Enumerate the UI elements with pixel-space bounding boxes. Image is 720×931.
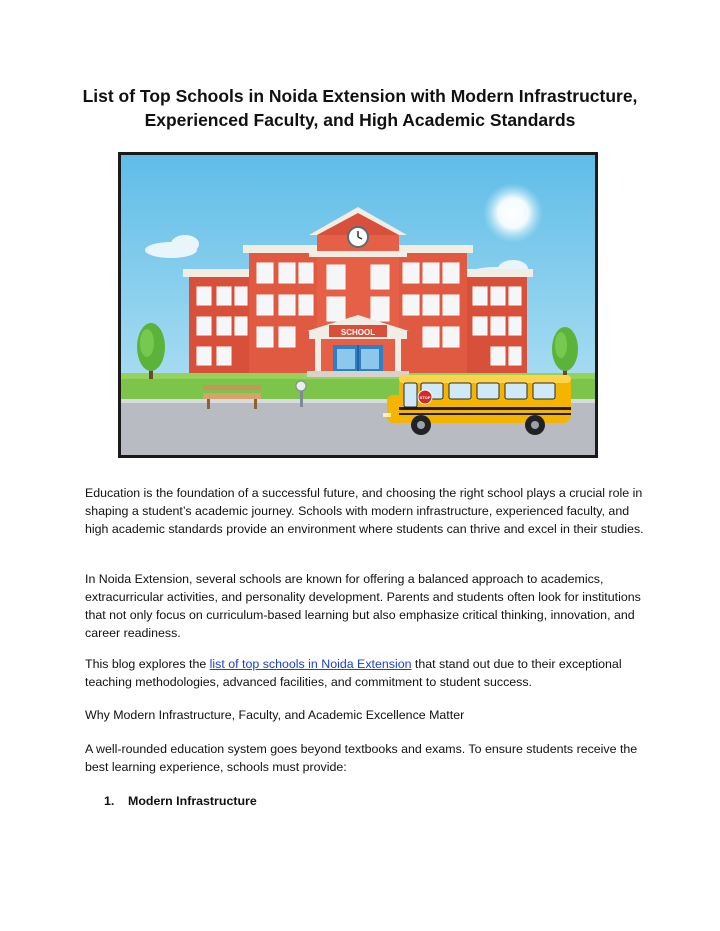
school-sign: SCHOOL [340,328,376,337]
sun [483,183,543,243]
p3-after: that stand out due to their exceptional teaching methodologies, advanced facilities, and commitment to student success. [85,657,622,689]
bus-stop-sign: STOP [419,395,431,400]
paragraph-noida-extension: In Noida Extension, several schools are known for offering a balanced approach to academics, extracurricular activities, and personality development. Parents and students often look for institutions that not only focus on curriculum-based learning but also emphasize critical thinking, innovation, and career readiness. [85,572,641,640]
schools-list-link[interactable]: list of top schools in Noida Extension [209,657,412,671]
list-item [104,792,257,810]
paragraph-intro: Education is the foundation of a successful future, and choosing the right school plays a crucial role in shaping a student’s academic journey. Schools with modern infrastructure, experienced faculty, and high academic standards provide an environment where students can thrive and excel in their studies. [85,486,644,536]
page-title [60,84,660,132]
title-line-1: List of Top Schools in Noida Extension with Modern Infrastructure, [82,86,638,106]
list-item-number: 1. [104,794,115,808]
p3-before: This blog explores the [85,657,210,671]
paragraph-well-rounded: A well-rounded education system goes beyond textbooks and exams. To ensure students receive the best learning experience, schools must provide: [85,742,638,774]
school-illustration [118,152,598,458]
paragraph-blog-explores [85,655,645,691]
section-heading-why: Why Modern Infrastructure, Faculty, and Academic Excellence Matter [85,708,465,722]
title-line-2: Experienced Faculty, and High Academic Standards [144,110,576,130]
list-item-label: Modern Infrastructure [128,794,257,808]
